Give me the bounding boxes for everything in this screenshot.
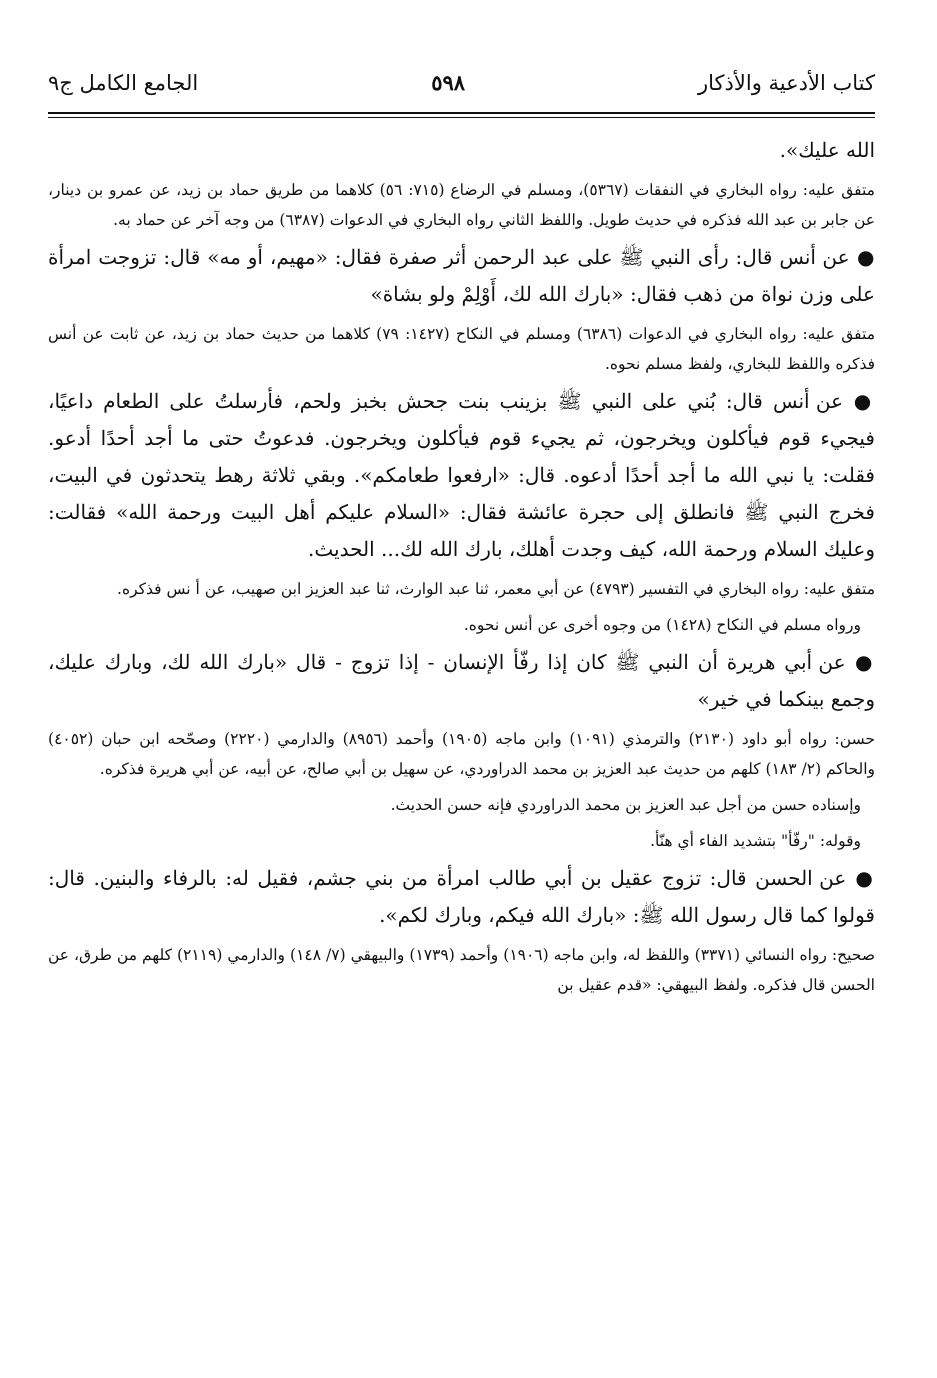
takhrij-note: وإسناده حسن من أجل عبد العزيز بن محمد الدراوردي فإنه حسن الحديث. — [390, 796, 861, 814]
hadith-paragraph — [48, 239, 875, 313]
main-text: الله عليك». — [779, 138, 875, 162]
takhrij-note: وقوله: "رفّأ" بتشديد الفاء أي هنّأ. — [650, 832, 861, 850]
hadith-text: عن أنس قال: رأى النبي ﷺ على عبد الرحمن أثر صفرة فقال: «مهيم، أو مه» قال: تزوجت امرأة على وزن نواة من ذهب فقال: «بارك الله لك، أَوْلِمْ ولو بشاة» — [48, 245, 875, 306]
hadith-text: عن أنس قال: بُني على النبي ﷺ بزينب بنت جحش بخبز ولحم، فأرسلتُ على الطعام داعيًا، فيجيء قوم فيأكلون ويخرجون، ثم يجيء قوم فيأكلون ويخرجون. فدعوتُ حتى ما أجد أحدًا أدعو. فقلت: يا نبي الله ما أجد أحدًا أدعوه. قال: «ارفعوا طعامكم». وبقي ثلاثة رهط يتحدثون في البيت، فخرج النبي ﷺ فانطلق إلى حجرة عائشة فقال: «السلام عليكم أهل البيت ورحمة الله» فقالت: وعليك السلام ورحمة الله، كيف وجدت أهلك، بارك الله لك... الحديث. — [48, 389, 875, 561]
header-rule — [48, 112, 875, 118]
takhrij-note: صحيح: رواه النسائي (٣٣٧١) واللفظ له، وابن ماجه (١٩٠٦) وأحمد (١٧٣٩) والبيهقي (٧/ ١٤٨) والدارمي (٢١١٩) كلهم من طرق، عن الحسن قال فذكره. ولفظ البيهقي: «قدم عقيل بن — [48, 946, 875, 994]
book-title: كتاب الأدعية والأذكار — [698, 71, 875, 95]
takhrij-note: متفق عليه: رواه البخاري في النفقات (٥٣٦٧)، ومسلم في الرضاع (٧١٥: ٥٦) كلاهما من طريق حماد بن زيد، عن عمرو بن دينار، عن جابر بن عبد الله فذكره في حديث طويل. واللفظ الثاني رواه البخاري في الدعوات (٦٣٨٧) من وجه آخر عن حماد به. — [48, 181, 875, 229]
takhrij-note: متفق عليه: رواه البخاري في الدعوات (٦٣٨٦) ومسلم في النكاح (١٤٢٧: ٧٩) كلاهما من حديث حماد بن زيد، عن ثابت عن أنس فذكره واللفظ للبخاري، ولفظ مسلم نحوه. — [48, 325, 875, 373]
hadith-paragraph — [48, 383, 875, 568]
takhrij-note: ورواه مسلم في النكاح (١٤٢٨) من وجوه أخرى عن أنس نحوه. — [463, 616, 861, 634]
volume-title: الجامع الكامل ج٩ — [48, 71, 199, 95]
takhrij-note: متفق عليه: رواه البخاري في التفسير (٤٧٩٣) عن أبي معمر، ثنا عبد الوارث، ثنا عبد العزيز ابن صهيب، عن أ نس فذكره. — [117, 580, 875, 598]
body-text — [48, 132, 875, 1000]
bullet-icon: ● — [843, 389, 875, 413]
page-number: ٥٩٨ — [431, 70, 466, 95]
running-header — [48, 70, 875, 112]
hadith-text: عن أبي هريرة أن النبي ﷺ كان إذا رفّأ الإنسان - إذا تزوج - قال «بارك الله لك، وبارك عليك، وجمع بينكما في خير» — [48, 650, 875, 711]
bullet-icon: ● — [849, 245, 876, 269]
hadith-paragraph — [48, 644, 875, 718]
takhrij-note: حسن: رواه أبو داود (٢١٣٠) والترمذي (١٠٩١) وابن ماجه (١٩٠٥) وأحمد (٨٩٥٦) والدارمي (٢٢٢٠) وصحّحه ابن حبان (٤٠٥٢) والحاكم (٢/ ١٨٣) كلهم من حديث عبد العزيز بن محمد الدراوردي، عن سهيل بن أبي صالح، عن أبيه، عن أبي هريرة فذكره. — [48, 730, 875, 778]
bullet-icon: ● — [845, 650, 875, 674]
book-page — [48, 70, 875, 1000]
bullet-icon: ● — [846, 866, 875, 890]
hadith-text: عن الحسن قال: تزوج عقيل بن أبي طالب امرأة من بني جشم، فقيل له: بالرفاء والبنين. قال: قولوا كما قال رسول الله ﷺ: «بارك الله فيكم، وبارك لكم». — [48, 866, 875, 927]
hadith-paragraph — [48, 860, 875, 934]
